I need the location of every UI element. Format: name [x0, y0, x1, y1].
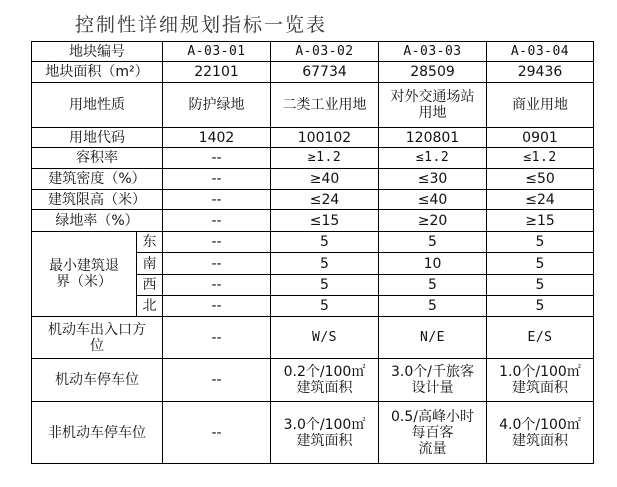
bike-parking-cell: -- — [163, 402, 271, 464]
land-use-cell: 二类工业用地 — [271, 83, 379, 128]
height-cell: ≤24 — [271, 190, 379, 210]
area-cell: 22101 — [163, 62, 271, 83]
entrance-cell: E/S — [487, 317, 594, 359]
setback-cell: 5 — [487, 232, 594, 253]
entrance-cell: -- — [163, 317, 271, 359]
far-cell: -- — [163, 148, 271, 169]
bike-parking-cell: 4.0个/100㎡ 建筑面积 — [487, 402, 594, 464]
table-row — [32, 128, 594, 148]
plot-id-cell: A-03-03 — [379, 42, 487, 62]
setback-cell: 10 — [379, 253, 487, 275]
green-ratio-cell: ≥20 — [379, 210, 487, 232]
area-cell: 67734 — [271, 62, 379, 83]
density-cell: ≥40 — [271, 169, 379, 190]
plot-id-cell: A-03-04 — [487, 42, 594, 62]
green-ratio-cell: ≥15 — [487, 210, 594, 232]
table-row — [32, 317, 594, 359]
row-label-area: 地块面积（m²） — [32, 62, 163, 83]
green-ratio-cell: ≤15 — [271, 210, 379, 232]
far-cell: ≥1.2 — [271, 148, 379, 169]
setback-direction: 西 — [137, 275, 163, 296]
setback-cell: 5 — [271, 253, 379, 275]
table-row — [32, 169, 594, 190]
land-code-cell: 0901 — [487, 128, 594, 148]
height-cell: ≤40 — [379, 190, 487, 210]
density-cell: ≤50 — [487, 169, 594, 190]
land-use-cell: 对外交通场站 用地 — [379, 83, 487, 128]
land-code-cell: 100102 — [271, 128, 379, 148]
table-row — [32, 148, 594, 169]
density-cell: -- — [163, 169, 271, 190]
setback-cell: 5 — [487, 275, 594, 296]
land-code-cell: 120801 — [379, 128, 487, 148]
setback-cell: 5 — [271, 232, 379, 253]
setback-cell: 5 — [271, 296, 379, 317]
setback-cell: 5 — [487, 253, 594, 275]
area-cell: 28509 — [379, 62, 487, 83]
setback-cell: 5 — [379, 296, 487, 317]
table-row — [32, 42, 594, 62]
row-label-setback: 最小建筑退 界（米） — [32, 232, 137, 317]
setback-direction: 北 — [137, 296, 163, 317]
height-cell: -- — [163, 190, 271, 210]
parking-cell: 3.0个/千旅客 设计量 — [379, 359, 487, 402]
entrance-cell: N/E — [379, 317, 487, 359]
table-row — [32, 62, 594, 83]
setback-cell: 5 — [487, 296, 594, 317]
land-use-cell: 商业用地 — [487, 83, 594, 128]
setback-direction: 南 — [137, 253, 163, 275]
row-label-parking: 机动车停车位 — [32, 359, 163, 402]
row-label-land-code: 用地代码 — [32, 128, 163, 148]
setback-cell: -- — [163, 232, 271, 253]
row-label-plot-id: 地块编号 — [32, 42, 163, 62]
plot-id-cell: A-03-02 — [271, 42, 379, 62]
entrance-cell: W/S — [271, 317, 379, 359]
row-label-height: 建筑限高（米） — [32, 190, 163, 210]
row-label-entrance: 机动车出入口方 位 — [32, 317, 163, 359]
table-row — [32, 83, 594, 128]
bike-parking-cell: 0.5/高峰小时 每百客 流量 — [379, 402, 487, 464]
setback-cell: 5 — [271, 275, 379, 296]
table-row — [32, 210, 594, 232]
setback-cell: 5 — [379, 232, 487, 253]
row-label-bike-parking: 非机动车停车位 — [32, 402, 163, 464]
plot-id-cell: A-03-01 — [163, 42, 271, 62]
parking-cell: -- — [163, 359, 271, 402]
row-label-density: 建筑密度（%） — [32, 169, 163, 190]
setback-cell: -- — [163, 253, 271, 275]
setback-cell: -- — [163, 275, 271, 296]
green-ratio-cell: -- — [163, 210, 271, 232]
table-row — [32, 359, 594, 402]
table-row — [32, 232, 594, 253]
bike-parking-cell: 3.0个/100㎡ 建筑面积 — [271, 402, 379, 464]
density-cell: ≤30 — [379, 169, 487, 190]
row-label-land-use: 用地性质 — [32, 83, 163, 128]
land-use-cell: 防护绿地 — [163, 83, 271, 128]
height-cell: ≤24 — [487, 190, 594, 210]
far-cell: ≤1.2 — [379, 148, 487, 169]
indicator-table — [31, 41, 594, 464]
far-cell: ≤1.2 — [487, 148, 594, 169]
row-label-far: 容积率 — [32, 148, 163, 169]
area-cell: 29436 — [487, 62, 594, 83]
parking-cell: 0.2个/100㎡ 建筑面积 — [271, 359, 379, 402]
page-title: 控制性详细规划指标一览表 — [75, 14, 328, 36]
land-code-cell: 1402 — [163, 128, 271, 148]
row-label-green-ratio: 绿地率（%） — [32, 210, 163, 232]
table-row — [32, 402, 594, 464]
table-row — [32, 190, 594, 210]
setback-direction: 东 — [137, 232, 163, 253]
setback-cell: -- — [163, 296, 271, 317]
setback-cell: 5 — [379, 275, 487, 296]
parking-cell: 1.0个/100㎡ 建筑面积 — [487, 359, 594, 402]
